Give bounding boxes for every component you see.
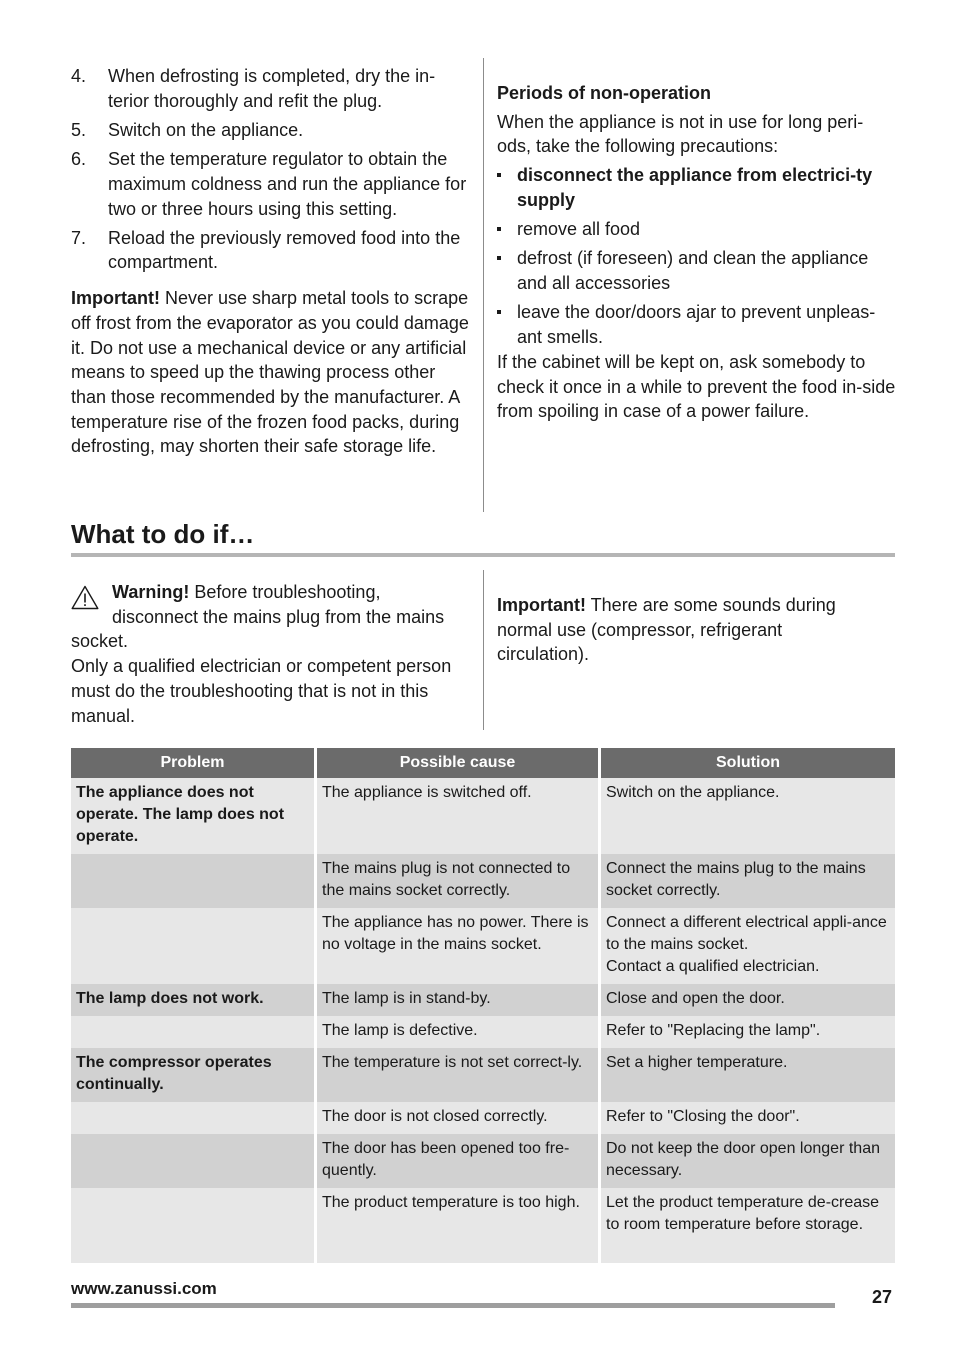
problem-cell [71, 1102, 317, 1134]
solution-cell: Set a higher temperature. [601, 1048, 895, 1102]
solution-cell: Connect the mains plug to the mains socket correctly. [601, 854, 895, 908]
solution-cell: Refer to "Closing the door". [601, 1102, 895, 1134]
list-item: 4. When defrosting is completed, dry the in-terior thoroughly and refit the plug. [71, 66, 436, 111]
list-item: 7. Reload the previously removed food into the compartment. [71, 227, 461, 273]
table-row [71, 1016, 895, 1048]
table-row [71, 1134, 895, 1188]
table-row [71, 1102, 895, 1134]
section-title: What to do if… [71, 519, 255, 549]
header-solution: Solution [601, 748, 895, 778]
footer-website: www.zanussi.com [71, 1279, 217, 1298]
list-item: defrost (if foreseen) and clean the appliance and all accessories [497, 246, 897, 295]
troubleshooting-table [71, 748, 895, 1263]
problem-cell [71, 1188, 317, 1263]
cause-cell: The mains plug is not connected to the mains socket correctly. [317, 854, 601, 908]
table-row [71, 854, 895, 908]
page-number: 27 [872, 1287, 893, 1307]
cause-cell: The appliance is switched off. [317, 778, 601, 854]
warning-line-2: disconnect the mains plug from the mains socket. [71, 606, 445, 652]
solution-cell: Switch on the appliance. [601, 778, 895, 854]
problem-cell [71, 854, 317, 908]
sounds-section [497, 593, 877, 667]
solution-cell: Refer to "Replacing the lamp". [601, 1016, 895, 1048]
solution-cell: Close and open the door. [601, 984, 895, 1016]
non-operation-outro: If the cabinet will be kept on, ask somebody to check it once in a while to prevent the food in-side from spoiling in case of a power failure. [497, 352, 896, 422]
list-item: remove all food [497, 217, 897, 242]
list-item: disconnect the appliance from electrici-ty supply [497, 163, 897, 212]
important-defrost-note: Important! Never use sharp metal tools to scrape off frost from the evaporator as you could damage it. Do not use a mechanical device or any artificial means to speed up the thawing process other than those recommended by the manufacturer. A temperature rise of the frozen food packs, during defrosting, may shorten their safe storage life. [71, 288, 469, 457]
problem-cell: The appliance does not operate. The lamp does not operate. [71, 778, 317, 854]
cause-cell: The lamp is defective. [317, 1016, 601, 1048]
problem-cell [71, 908, 317, 984]
cause-cell: The door is not closed correctly. [317, 1102, 601, 1134]
list-item: leave the door/doors ajar to prevent unpleas-ant smells. [497, 300, 897, 349]
solution-cell: Do not keep the door open longer than necessary. [601, 1134, 895, 1188]
list-item: 6. Set the temperature regulator to obtain the maximum coldness and run the appliance for two or three hours using this setting. [71, 149, 467, 219]
important-sounds-note: Important! There are some sounds during normal use (compressor, refrigerant circulation). [497, 595, 836, 665]
non-operation-heading: Periods of non-operation [497, 83, 711, 103]
cause-cell: The product temperature is too high. [317, 1188, 601, 1263]
problem-cell [71, 1016, 317, 1048]
cause-cell: The door has been opened too fre-quently. [317, 1134, 601, 1188]
table-header-row [71, 748, 895, 778]
column-divider [483, 570, 484, 730]
table-row [71, 984, 895, 1016]
problem-cell: The compressor operates continually. [71, 1048, 317, 1102]
header-problem: Problem [71, 748, 317, 778]
table-row [71, 778, 895, 854]
header-cause: Possible cause [317, 748, 601, 778]
warning-section [71, 580, 471, 728]
warning-qualified-note: Only a qualified electrician or competent person must do the troubleshooting that is not in this manual. [71, 656, 452, 726]
section-rule [71, 553, 895, 557]
solution-cell: Connect a different electrical appli-ance to the mains socket. Contact a qualified electrician. [601, 908, 895, 984]
non-operation-section [497, 81, 897, 424]
cause-cell: The appliance has no power. There is no voltage in the mains socket. [317, 908, 601, 984]
problem-cell [71, 1134, 317, 1188]
defrost-steps-list [71, 64, 471, 275]
list-item: 5. Switch on the appliance. [71, 119, 304, 140]
table-row [71, 1188, 895, 1263]
warning-line-1: Warning! Before troubleshooting, [112, 582, 381, 602]
footer-rule [71, 1303, 835, 1308]
problem-cell: The lamp does not work. [71, 984, 317, 1016]
defrost-section [71, 64, 471, 459]
solution-cell: Let the product temperature de-crease to room temperature before storage. [601, 1188, 895, 1263]
column-divider [483, 58, 484, 512]
cause-cell: The temperature is not set correct-ly. [317, 1048, 601, 1102]
cause-cell: The lamp is in stand-by. [317, 984, 601, 1016]
table-row [71, 908, 895, 984]
non-operation-list [497, 163, 897, 349]
table-row [71, 1048, 895, 1102]
non-operation-intro: When the appliance is not in use for long peri-ods, take the following precautions: [497, 111, 864, 157]
